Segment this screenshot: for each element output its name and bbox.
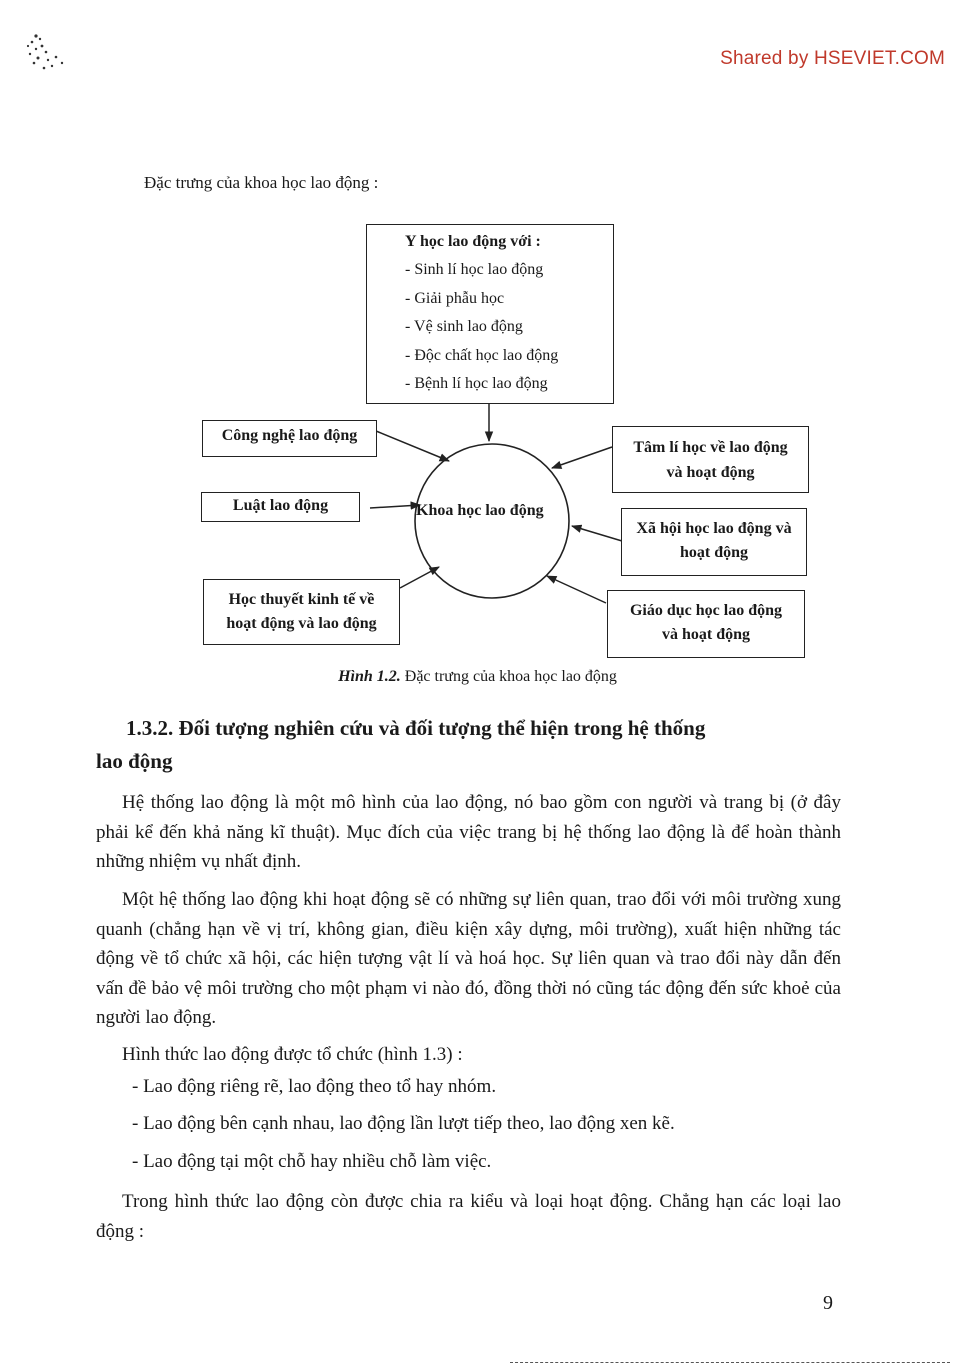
right-box-sociology-line1: Xã hội học lao động và [636, 520, 792, 537]
left-box-economics [203, 579, 400, 645]
left-box-economics-line2: hoạt động và lao động [226, 615, 377, 632]
list-item: - Lao động tại một chỗ hay nhiều chỗ làm việc. [132, 1151, 492, 1172]
footer-divider [510, 1362, 950, 1363]
left-box-technology-label: Công nghệ lao động [221, 427, 358, 444]
arrow-left-1 [376, 431, 449, 461]
left-box-economics-line1: Học thuyết kinh tế về [228, 591, 375, 608]
figure-caption-text: Đặc trưng của khoa học lao động [400, 668, 617, 685]
paragraph-4: Trong hình thức lao động còn được chia ra kiểu và loại hoạt động. Chẳng hạn các loại lao động : [96, 1191, 841, 1242]
left-box-law [201, 492, 360, 522]
section-heading [96, 712, 846, 778]
top-box-item: - Vệ sinh lao động [405, 318, 523, 335]
list-item: - Lao động bên cạnh nhau, lao động lần lượt tiếp theo, lao động xen kẽ. [132, 1113, 675, 1134]
section-heading-line1: 1.3.2. Đối tượng nghiên cứu và đối tượng thể hiện trong hệ thống [126, 716, 706, 740]
paragraph-2: Một hệ thống lao động khi hoạt động sẽ có những sự liên quan, trao đổi với môi trường xung quanh (chẳng hạn về vị trí, không gian, điều kiện xây dựng, môi trường), xuất hiện những tác động về tổ chức xã hội, các hiện tượng vật lí và hoá học. Sự liên quan và trao đổi này dẫn đến vấn đề bảo vệ môi trường cho một phạm vi nào đó, đồng thời nó cũng tác động đến sức khoẻ của người lao động. [96, 889, 841, 1028]
top-box-item: - Giải phẫu học [405, 289, 505, 307]
center-circle [415, 444, 569, 598]
left-box-law-label: Luật lao động [232, 497, 329, 514]
arrow-left-3 [400, 567, 439, 588]
top-box-medicine [366, 224, 614, 404]
right-box-sociology-line2: hoạt động [679, 544, 749, 561]
top-box-item: - Bệnh lí học lao động [405, 375, 548, 392]
list-item: - Lao động riêng rẽ, lao động theo tổ hay nhóm. [132, 1076, 497, 1097]
right-box-psychology-line2: và hoạt động [666, 464, 755, 481]
intro-text: Đặc trưng của khoa học lao động : [144, 173, 379, 192]
arrow-right-2 [572, 526, 622, 541]
section-heading-line2: lao động [96, 749, 173, 773]
right-box-education-line2: và hoạt động [661, 626, 751, 643]
paragraph-3: Hình thức lao động được tổ chức (hình 1.3) : [122, 1044, 463, 1065]
top-box-item: - Sinh lí học lao động [405, 261, 544, 278]
top-box-item: - Độc chất học lao động [405, 346, 559, 364]
top-box-heading: Y học lao động với : [405, 233, 541, 250]
arrow-right-1 [552, 447, 612, 468]
right-box-psychology [612, 426, 809, 493]
arrow-left-2 [370, 505, 420, 508]
left-box-technology [202, 420, 377, 457]
figure-caption-label: Hình 1.2. [338, 668, 401, 685]
page-number: 9 [823, 1292, 833, 1314]
watermark-text[interactable]: Shared by HSEVIET.COM [720, 48, 945, 69]
arrow-right-3 [547, 576, 606, 603]
figure-caption [0, 668, 955, 686]
right-box-sociology [621, 508, 807, 576]
right-box-education [607, 590, 805, 658]
right-box-psychology-line1: Tâm lí học về lao động [633, 439, 788, 456]
paragraph-1: Hệ thống lao động là một mô hình của lao động, nó bao gồm con người và trang bị (ở đây phải kể đến khả năng kĩ thuật). Mục đích của việc trang bị hệ thống lao động là để hoàn thành những nhiệm vụ nhất định. [96, 792, 841, 872]
center-label: Khoa học lao động [416, 502, 544, 519]
right-box-education-line1: Giáo dục học lao động [629, 602, 783, 619]
